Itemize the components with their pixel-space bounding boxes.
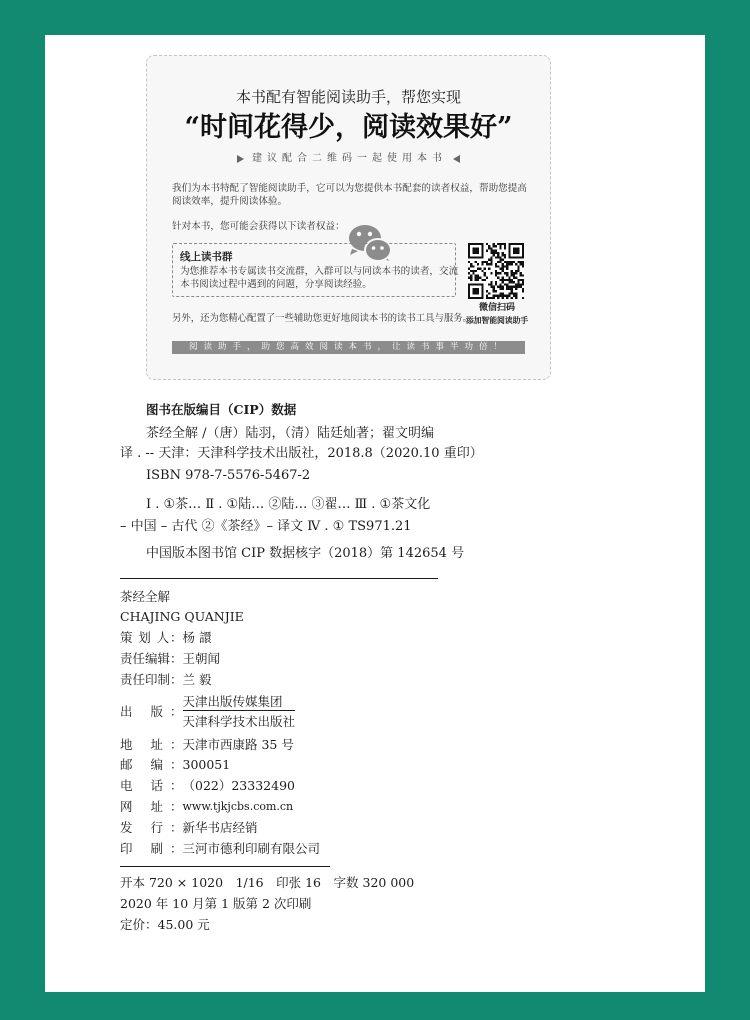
cip-bibliographic-line: 译 . -- 天津：天津科学技术出版社，2018.8（2020.10 重印） <box>120 446 483 461</box>
imprint-value: （022）23332490 <box>182 778 295 793</box>
description-line: 阅读效率，提升阅读体验。 <box>172 196 288 207</box>
cip-bibliographic-line: 茶经全解 /（唐）陆羽，（清）陆廷灿著；翟文明编 <box>146 426 435 441</box>
imprint-label: 出 版： <box>120 704 183 719</box>
edition-info: 2020 年 10 月第 1 版第 2 次印刷 <box>120 896 312 911</box>
price: 定价：45.00 元 <box>120 917 210 932</box>
description-line: 我们为本书特配了智能阅读助手，它可以为您提供本书配套的读者权益，帮助您提高 <box>172 183 527 194</box>
extra-note: 另外，还为您精心配置了一些辅助您更好地阅读本书的读书工具与服务。 <box>172 313 473 324</box>
imprint-row-distribution <box>120 820 258 836</box>
imprint-value: 三河市德利印刷有限公司 <box>182 841 321 856</box>
cip-classification-line: Ⅰ . ①茶… Ⅱ . ①陆… ②陆… ③翟… Ⅲ . ①茶文化 <box>146 497 431 512</box>
imprint-label: 责任编辑： <box>120 651 183 666</box>
assistant-intro: 本书配有智能阅读助手，帮您实现 <box>235 88 461 106</box>
book-title-pinyin: CHAJING QUANJIE <box>120 609 244 624</box>
imprint-row-website <box>120 799 293 815</box>
divider <box>120 578 438 579</box>
imprint-label: 责任印制： <box>120 672 183 687</box>
benefit-description-line: 为您推荐本书专属读书交流群，入群可以与同读本书的读者，交流 <box>180 266 459 277</box>
imprint-row-planner <box>120 630 211 646</box>
publisher-name: 天津科学技术出版社 <box>182 714 296 729</box>
triangle-left-icon <box>453 155 460 163</box>
imprint-value: 新华书店经销 <box>182 820 258 835</box>
imprint-row-address <box>120 737 294 753</box>
benefits-intro: 针对本书，您可能会获得以下读者权益： <box>172 221 345 232</box>
cip-title: 图书在版编目（CIP）数据 <box>146 402 297 417</box>
benefit-description-line: 本书阅读过程中遇到的问题，分享阅读经验。 <box>180 279 372 290</box>
assistant-headline: “时间花得少，阅读效果好” <box>184 112 513 143</box>
imprint-label: 电 话： <box>120 778 183 793</box>
tagline-text: 建议配合二维码一起使用本书 <box>252 153 447 164</box>
reading-assistant-box <box>146 55 551 380</box>
benefit-title: 线上读书群 <box>180 251 233 263</box>
triangle-right-icon <box>237 155 244 163</box>
qr-subcaption: 添加智能阅读助手 <box>465 316 529 325</box>
qr-caption: 微信扫码 <box>478 303 515 313</box>
benefit-card <box>172 243 459 297</box>
imprint-label: 发 行： <box>120 820 183 835</box>
imprint-value: 王朝闻 <box>182 651 221 666</box>
imprint-row-print-supervisor <box>120 672 211 688</box>
imprint-label: 地 址： <box>120 737 183 752</box>
publisher-values <box>183 694 296 730</box>
imprint-label: 印 刷： <box>120 841 183 856</box>
imprint-value: 天津市西康路 35 号 <box>182 737 294 752</box>
cip-isbn: ISBN 978-7-5576-5467-2 <box>146 468 311 483</box>
assistant-banner: 阅读助手，助您高效阅读本书，让读书事半功倍！ <box>172 341 525 354</box>
copyright-page <box>45 35 705 992</box>
imprint-value-url: www.tjkjcbs.com.cn <box>182 800 294 813</box>
imprint-row-postcode <box>120 757 230 773</box>
imprint-row-printer <box>120 841 320 857</box>
qr-code <box>468 243 524 299</box>
divider <box>120 866 330 867</box>
imprint-value: 杨 譞 <box>182 630 212 645</box>
imprint-label: 邮 编： <box>120 757 183 772</box>
book-title-cn: 茶经全解 <box>120 589 171 604</box>
imprint-value: 兰 毅 <box>182 672 212 687</box>
imprint-row-phone <box>120 778 295 794</box>
cip-classification-line: – 中国 – 古代 ②《茶经》– 译文 Ⅳ . ① TS971.21 <box>120 519 412 534</box>
imprint-value: 300051 <box>182 757 231 772</box>
format-specs: 开本 720 × 1020 1/16 印张 16 字数 320 000 <box>120 875 415 890</box>
imprint-label: 网 址： <box>120 799 183 814</box>
imprint-row-editor <box>120 651 220 667</box>
cip-approval-number: 中国版本图书馆 CIP 数据核字（2018）第 142654 号 <box>146 546 465 561</box>
publisher-group: 天津出版传媒集团 <box>183 694 296 711</box>
assistant-tagline <box>147 152 550 166</box>
imprint-row-publisher <box>120 694 295 730</box>
imprint-label: 策 划 人： <box>120 630 183 645</box>
